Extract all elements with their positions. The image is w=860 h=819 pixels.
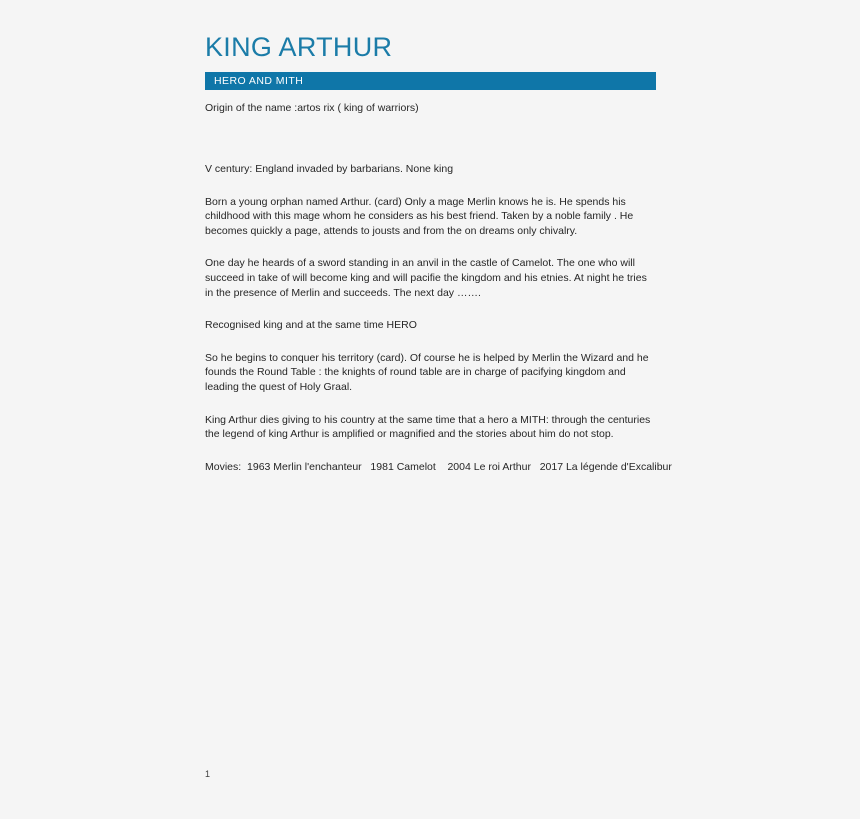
paragraph-death-and-myth: King Arthur dies giving to his country at the same time that a hero a MITH: through the centuries the legend of king Arthur is amplified or magnified and the stories about him do not stop.: [205, 413, 651, 441]
document-body: [205, 162, 672, 474]
document-header-block: [205, 33, 657, 116]
paragraph-birth-of-arthur: Born a young orphan named Arthur. (card) Only a mage Merlin knows he is. He spends his childhood with this mage whom he considers as his best friend. Taken by a noble family . He becomes quickly a page, attends to jousts and from the on dreams only chivalry.: [205, 195, 634, 237]
page-number: 1: [205, 769, 211, 779]
page-title: KING ARTHUR: [205, 32, 393, 62]
paragraph-recognised-king: Recognised king and at the same time HERO: [205, 319, 417, 332]
movies-list: Movies: 1963 Merlin l'enchanteur 1981 Camelot 2004 Le roi Arthur 2017 La légende d'Excalibur: [205, 460, 672, 473]
paragraph-sword-in-anvil: One day he heards of a sword standing in an anvil in the castle of Camelot. The one who will succeed in take of will become king and will pacifie the kingdom and his etnies. At night he tries in the presence of Merlin and succeeds. The next day …….: [205, 257, 647, 299]
section-banner: HERO AND MITH: [205, 72, 656, 90]
paragraph-v-century: V century: England invaded by barbarians. None king: [205, 163, 454, 175]
paragraph-round-table: So he begins to conquer his territory (card). Of course he is helped by Merlin the Wizard and he founds the Round Table : the knights of round table are in charge of pacifying kingdom and leading the quest of Holy Graal.: [205, 351, 649, 393]
origin-of-name-text: Origin of the name :artos rix ( king of warriors): [205, 102, 419, 115]
